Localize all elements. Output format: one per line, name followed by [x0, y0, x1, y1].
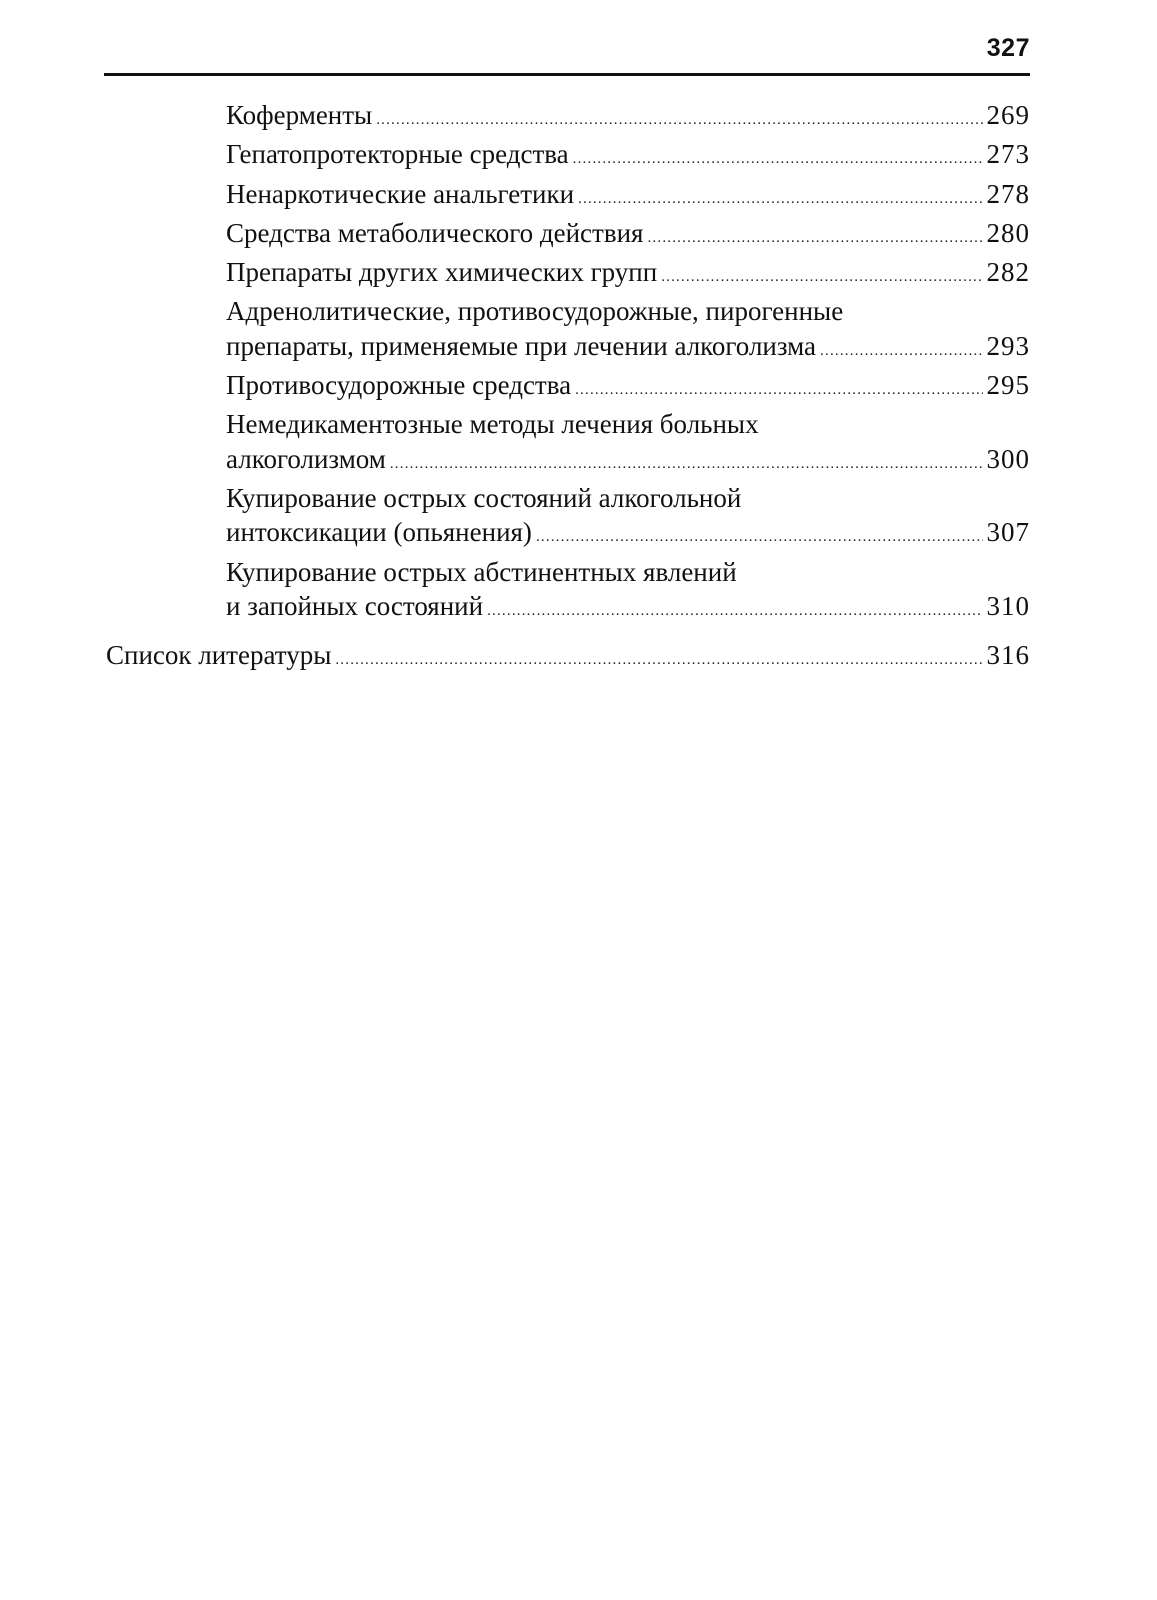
- toc-entry-metabolic-agents[interactable]: [226, 216, 1030, 255]
- toc-entry-title: Ненаркотические анальгетики: [226, 178, 575, 209]
- toc-line: [106, 638, 1030, 677]
- toc-entry-page: 269: [986, 100, 1030, 130]
- toc-entry-title-first-line: Купирование острых абстинентных явлений: [226, 556, 737, 587]
- toc-entry-page: 307: [986, 517, 1030, 548]
- toc-entry-page: 316: [986, 640, 1030, 671]
- toc-entry-non-narcotic-analgesics[interactable]: [226, 177, 1030, 216]
- toc-entry-non-drug-methods[interactable]: [226, 407, 1030, 481]
- toc-line: [226, 137, 1030, 176]
- toc-line: [226, 329, 1030, 368]
- toc-entry-title-first-line: Адренолитические, противосудорожные, пирогенные: [226, 296, 844, 327]
- toc-entry-title: Список литературы: [106, 640, 332, 671]
- toc-entry-page: 293: [986, 330, 1030, 361]
- toc-entry-anticonvulsants[interactable]: [226, 368, 1030, 407]
- toc-line: [226, 98, 1030, 137]
- header-rule: [104, 73, 1030, 76]
- dot-leader: [578, 182, 982, 216]
- toc-entry-coenzymes[interactable]: [226, 98, 1030, 137]
- toc-entry-bibliography[interactable]: [106, 638, 1030, 677]
- toc-entry-page: 280: [986, 217, 1030, 248]
- toc-entry-title: препараты, применяемые при лечении алкоголизма: [226, 330, 817, 361]
- toc-line: [226, 515, 1030, 554]
- toc-entry-title: алкоголизмом: [226, 443, 386, 474]
- toc-line: [226, 442, 1030, 481]
- toc-entry-page: 295: [986, 370, 1030, 401]
- toc-entry-adrenolytic-preparations[interactable]: [226, 294, 1030, 368]
- toc-entry-title-first-line: Немедикаментозные методы лечения больных: [226, 409, 759, 440]
- dot-leader: [335, 643, 982, 677]
- toc-entry-page: 273: [986, 139, 1030, 170]
- toc-line: [226, 368, 1030, 407]
- toc-line: [226, 216, 1030, 255]
- toc-entry-title: Препараты других химических групп: [226, 257, 658, 288]
- toc-entry-page: 278: [986, 178, 1030, 209]
- dot-leader: [487, 594, 982, 628]
- toc-entry-title-first-line: Купирование острых состояний алкогольной: [226, 482, 742, 513]
- dot-leader: [573, 142, 983, 176]
- toc-entry-title: интоксикации (опьянения): [226, 517, 532, 548]
- toc-line: [226, 589, 1030, 628]
- dot-leader: [661, 260, 982, 294]
- toc-entry-title: Коферменты: [226, 100, 373, 130]
- toc-entry-title: и запойных состояний: [226, 590, 484, 621]
- toc-entry-hepatoprotectors[interactable]: [226, 137, 1030, 176]
- toc-entry-other-chemical-groups[interactable]: [226, 255, 1030, 294]
- table-of-contents: [0, 98, 1157, 677]
- dot-leader: [575, 373, 982, 407]
- toc-entry-title: Средства метаболического действия: [226, 217, 644, 248]
- toc-line: [226, 255, 1030, 294]
- toc-entry-page: 310: [986, 590, 1030, 621]
- toc-entry-page: 300: [986, 443, 1030, 474]
- toc-entry-title: Гепатопротекторные средства: [226, 139, 569, 170]
- dot-leader: [647, 221, 982, 255]
- toc-entry-acute-intoxication[interactable]: [226, 481, 1030, 555]
- toc-line: [226, 177, 1030, 216]
- toc-entry-withdrawal-states[interactable]: [226, 555, 1030, 629]
- page-number: 327: [986, 34, 1030, 62]
- dot-leader: [536, 520, 983, 554]
- dot-leader: [820, 334, 982, 368]
- dot-leader: [376, 103, 982, 137]
- toc-entry-title: Противосудорожные средства: [226, 370, 572, 401]
- toc-entry-page: 282: [986, 257, 1030, 288]
- dot-leader: [390, 447, 983, 481]
